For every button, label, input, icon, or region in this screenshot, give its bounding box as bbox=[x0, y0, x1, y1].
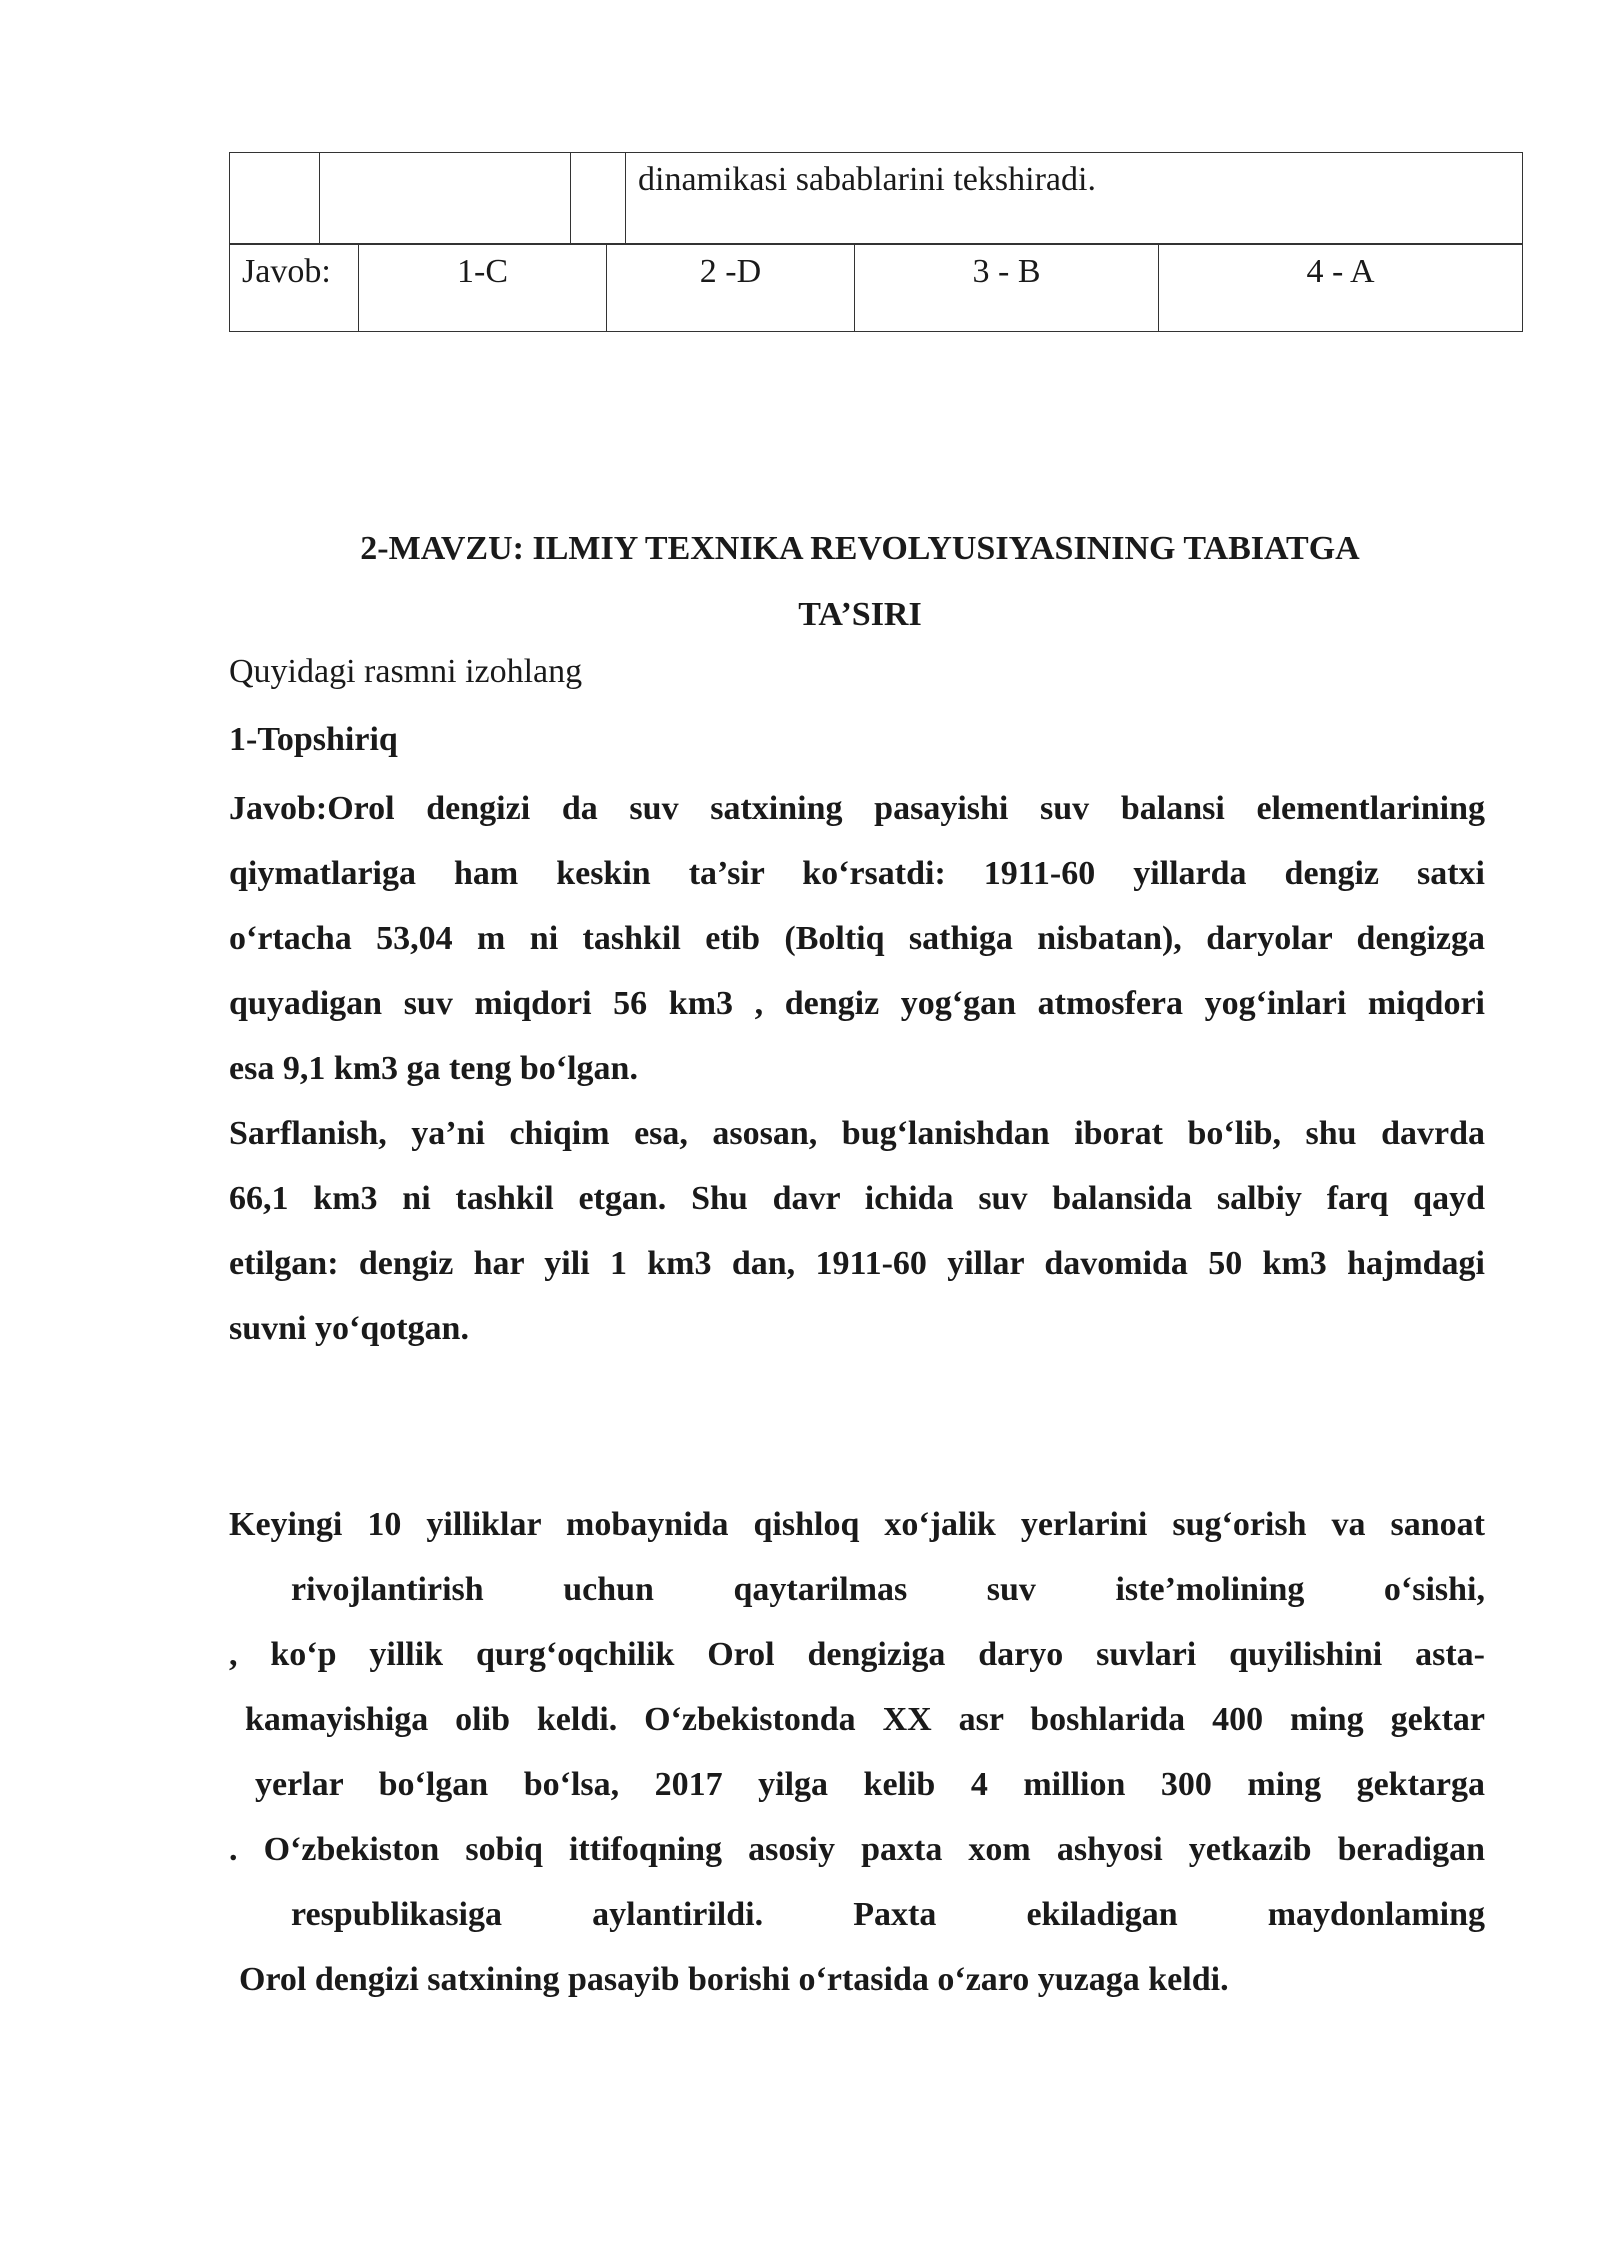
paragraph-line: quyadigan suv miqdori 56 km3 , dengiz yogʻgan atmosfera yogʻinlari miqdori bbox=[229, 985, 1485, 1022]
paragraph-line: oʻrtacha 53,04 m ni tashkil etib (Boltiq sathiga nisbatan), daryolar dengizga bbox=[229, 920, 1485, 957]
body-paragraph bbox=[229, 1492, 1485, 2012]
section-title-line1: 2-MAVZU: ILMIY TEXNIKA REVOLYUSIYASINING TABIATGA bbox=[360, 530, 1360, 567]
answer-cell: 4 - A bbox=[1159, 245, 1523, 332]
table-cell bbox=[320, 153, 571, 244]
paragraph-line: rivojlantirish uchun qaytarilmas suv iste’molining oʻsishi, bbox=[291, 1571, 1485, 1608]
paragraph-line: Javob:Orol dengizi da suv satxining pasayishi suv balansi elementlarining bbox=[229, 790, 1485, 827]
paragraph-line: suvni yoʻqotgan. bbox=[229, 1310, 469, 1347]
paragraph-line: Sarflanish, ya’ni chiqim esa, asosan, bugʻlanishdan iborat boʻlib, shu davrda bbox=[229, 1115, 1485, 1152]
section-title bbox=[229, 516, 1491, 648]
paragraph-line: . Oʻzbekiston sobiq ittifoqning asosiy paxta xom ashyosi yetkazib beradigan bbox=[229, 1831, 1485, 1868]
paragraph-line: qiymatlariga ham keskin ta’sir koʻrsatdi: 1911-60 yillarda dengiz satxi bbox=[229, 855, 1485, 892]
paragraph-line: Keyingi 10 yilliklar mobaynida qishloq xoʻjalik yerlarini sugʻorish va sanoat bbox=[229, 1506, 1485, 1543]
answer-cell: 1-C bbox=[359, 245, 607, 332]
answer-cell: 2 -D bbox=[607, 245, 855, 332]
paragraph-line: kamayishiga olib keldi. Oʻzbekistonda XX asr boshlarida 400 ming gektar bbox=[245, 1701, 1485, 1738]
answer-table bbox=[229, 152, 1523, 244]
table-cell bbox=[230, 153, 320, 244]
section-title-line2: TA’SIRI bbox=[798, 596, 922, 633]
table-row bbox=[230, 245, 1523, 332]
answer-cell: 3 - B bbox=[855, 245, 1159, 332]
answer-label: Javob: bbox=[230, 245, 359, 332]
table-row bbox=[230, 153, 1523, 244]
paragraph-line: etilgan: dengiz har yili 1 km3 dan, 1911-60 yillar davomida 50 km3 hajmdagi bbox=[229, 1245, 1485, 1282]
answer-paragraph bbox=[229, 776, 1485, 1361]
answer-key-table bbox=[229, 244, 1523, 332]
paragraph-line: respublikasiga aylantirildi. Paxta ekiladigan maydonlaming bbox=[291, 1896, 1485, 1933]
paragraph-line: yerlar boʻlgan boʻlsa, 2017 yilga kelib 4 million 300 ming gektarga bbox=[255, 1766, 1485, 1803]
table-cell bbox=[571, 153, 626, 244]
paragraph-line: esa 9,1 km3 ga teng boʻlgan. bbox=[229, 1050, 638, 1087]
paragraph-line: 66,1 km3 ni tashkil etgan. Shu davr ichida suv balansida salbiy farq qayd bbox=[229, 1180, 1485, 1217]
table-cell: dinamikasi sabablarini tekshiradi. bbox=[626, 153, 1523, 244]
instruction-text: Quyidagi rasmni izohlang bbox=[229, 653, 583, 690]
paragraph-line: , koʻp yillik qurgʻoqchilik Orol dengiziga daryo suvlari quyilishini asta- bbox=[229, 1636, 1485, 1673]
paragraph-line: Orol dengizi satxining pasayib borishi oʻrtasida oʻzaro yuzaga keldi. bbox=[239, 1961, 1229, 1998]
task-label: 1-Topshiriq bbox=[229, 721, 398, 758]
